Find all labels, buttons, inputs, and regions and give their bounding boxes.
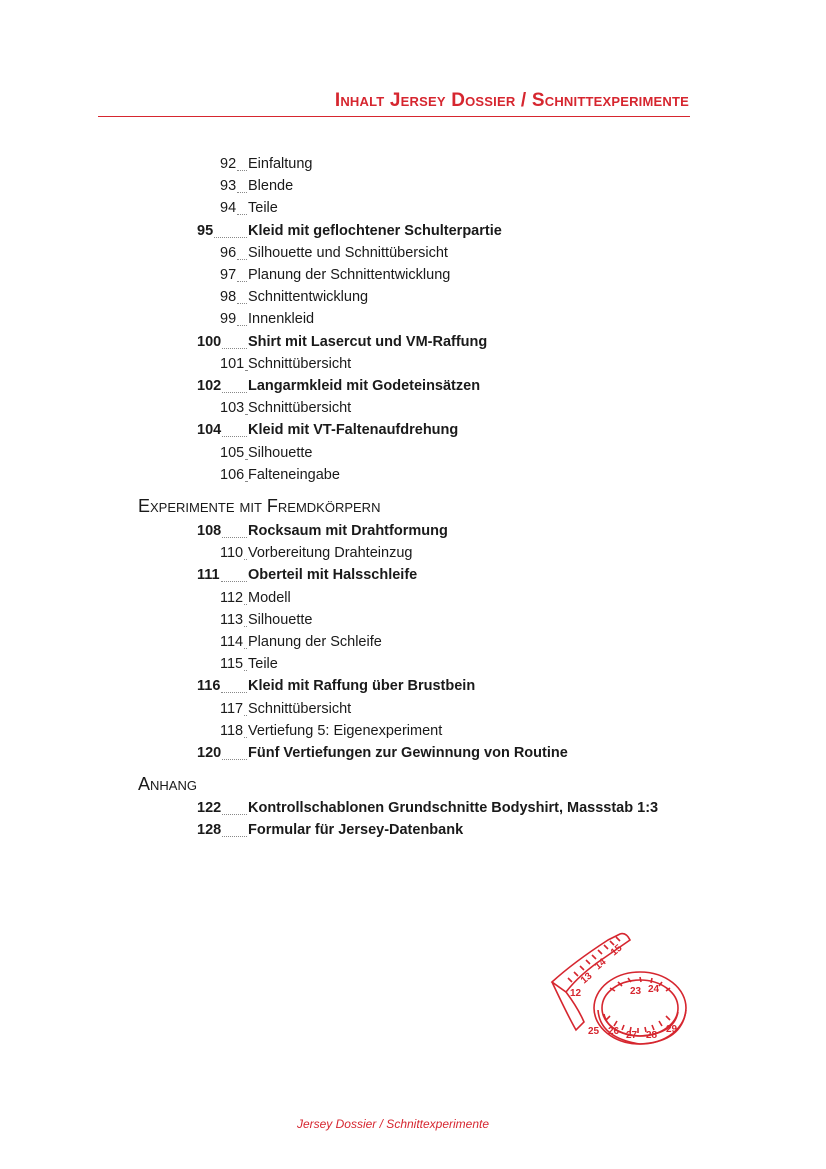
tape-number: 27	[626, 1030, 638, 1041]
page-footer	[0, 1117, 826, 1131]
toc-page-number: 120	[197, 745, 222, 761]
toc-leader-dots	[237, 265, 247, 282]
tape-number: 28	[646, 1030, 658, 1041]
toc-leader-dots	[244, 721, 247, 738]
toc-page-number: 103	[220, 400, 245, 417]
toc-leader-dots	[237, 243, 247, 260]
toc-leader-dots	[222, 521, 247, 538]
toc-leader-dots	[222, 332, 247, 349]
toc-leader-dots	[222, 820, 247, 837]
toc-entry-title: Teile	[248, 656, 278, 673]
toc-entry-title: Schnittübersicht	[248, 355, 352, 372]
toc-page-number: 108	[197, 523, 222, 539]
toc-leader-dots	[244, 543, 247, 560]
toc-page-number: 105	[220, 444, 245, 461]
toc-page-number: 92	[220, 156, 237, 172]
toc-entry-title: Schnittentwicklung	[248, 289, 369, 306]
toc-page-number: 98	[220, 289, 237, 306]
section-heading-fremdkoerper: Experimente mit Fremdkörpern	[138, 496, 381, 516]
toc-entry-title: Kleid mit geflochtener Schulterpartie	[248, 222, 502, 239]
toc-page-number: 100	[197, 333, 222, 350]
toc-entry-title: Oberteil mit Halsschleife	[248, 567, 418, 584]
toc-entry-title: Kleid mit Raffung über Brustbein	[248, 678, 476, 695]
toc-leader-dots	[237, 154, 247, 171]
tape-number: 12	[570, 988, 582, 999]
toc-leader-dots	[221, 565, 247, 582]
toc-entry-title: Einfaltung	[248, 156, 313, 172]
toc-page-number: 111	[197, 567, 220, 584]
toc-page-number: 112	[220, 589, 244, 606]
toc-leader-dots	[222, 420, 247, 437]
toc-page-number: 110	[220, 545, 244, 562]
tape-number: 15	[608, 942, 625, 959]
toc-entry-title: Kleid mit VT-Faltenaufdrehung	[248, 422, 459, 439]
toc-entry-title: Silhouette	[248, 444, 313, 461]
toc-page-number: 104	[197, 422, 222, 439]
toc-leader-dots	[222, 743, 247, 760]
toc-entry-title: Falteneingabe	[248, 466, 340, 483]
toc-leader-dots	[245, 398, 247, 415]
toc-page-number: 99	[220, 311, 237, 328]
toc-leader-dots	[245, 443, 247, 460]
toc-page-number: 101	[220, 355, 245, 372]
toc-entry-title: Langarmkleid mit Godeteinsätzen	[248, 378, 481, 394]
toc-leader-dots	[221, 676, 247, 693]
toc-entry-title: Schnittübersicht	[248, 700, 352, 717]
tape-number: 14	[592, 956, 609, 973]
measuring-tape-icon	[548, 930, 690, 1052]
section-heading-anhang: Anhang	[138, 774, 197, 794]
toc-page-number: 96	[220, 244, 237, 261]
toc-page-number: 93	[220, 178, 237, 195]
toc-leader-dots	[237, 287, 247, 304]
toc-page-number: 122	[197, 800, 222, 816]
toc-entry-title: Fünf Vertiefungen zur Gewinnung von Routine	[248, 745, 568, 761]
toc-page-number: 116	[197, 678, 221, 695]
tape-number: 24	[648, 984, 660, 995]
toc-page-number: 128	[197, 822, 222, 839]
toc-entry-title: Silhouette	[248, 611, 313, 628]
toc-entry-title: Kontrollschablonen Grundschnitte Bodyshirt, Massstab 1:3	[248, 800, 659, 816]
toc-leader-dots	[244, 588, 247, 605]
toc-leader-dots	[237, 176, 247, 193]
toc-entry-title: Planung der Schleife	[248, 634, 382, 650]
toc-entry-title: Innenkleid	[248, 311, 315, 328]
toc-page-number: 115	[220, 656, 244, 673]
toc-page-number: 113	[220, 611, 244, 628]
page-title: Inhalt Jersey Dossier / Schnittexperimente	[334, 90, 689, 111]
footer-text: Jersey Dossier / Schnittexperimente	[296, 1117, 490, 1131]
toc-leader-dots	[222, 376, 247, 393]
toc-page-number: 114	[220, 634, 244, 650]
tape-number: 23	[630, 986, 642, 997]
toc-entry-title: Formular für Jersey-Datenbank	[248, 822, 464, 839]
toc-entry-title: Schnittübersicht	[248, 400, 352, 417]
toc-entry-title: Silhouette und Schnittübersicht	[248, 244, 448, 261]
toc-leader-dots	[244, 632, 247, 649]
toc-page-number: 94	[220, 200, 237, 217]
toc-page-number: 106	[220, 466, 245, 483]
tape-number: 26	[608, 1026, 620, 1037]
toc-entry-title: Rocksaum mit Drahtformung	[248, 523, 448, 539]
toc-leader-dots	[237, 198, 247, 215]
toc-leader-dots	[244, 610, 247, 627]
toc-leader-dots	[244, 654, 247, 671]
toc-page-number: 102	[197, 378, 222, 394]
toc-entry-title: Vorbereitung Drahteinzug	[248, 545, 413, 562]
toc-entry-title: Planung der Schnittentwicklung	[248, 267, 451, 283]
toc-entry-title: Blende	[248, 178, 294, 195]
toc-page-number: 97	[220, 267, 237, 283]
tape-number: 25	[588, 1026, 600, 1037]
tape-number: 29	[666, 1024, 678, 1035]
header-rule	[98, 116, 690, 117]
toc-leader-dots	[237, 309, 247, 326]
toc-entry-title: Modell	[248, 589, 291, 606]
toc-entry-title: Teile	[248, 200, 278, 217]
toc-page-number: 118	[220, 722, 244, 739]
toc-entry-title: Shirt mit Lasercut und VM-Raffung	[248, 333, 488, 350]
toc-page-number: 95	[197, 222, 214, 239]
toc-leader-dots	[244, 699, 247, 716]
toc-leader-dots	[214, 221, 247, 238]
tape-number: 13	[578, 970, 595, 987]
toc-leader-dots	[222, 798, 247, 815]
toc-page-number: 117	[220, 700, 244, 717]
toc-leader-dots	[245, 354, 247, 371]
toc-leader-dots	[245, 465, 247, 482]
toc-entry-title: Vertiefung 5: Eigenexperiment	[248, 722, 443, 739]
